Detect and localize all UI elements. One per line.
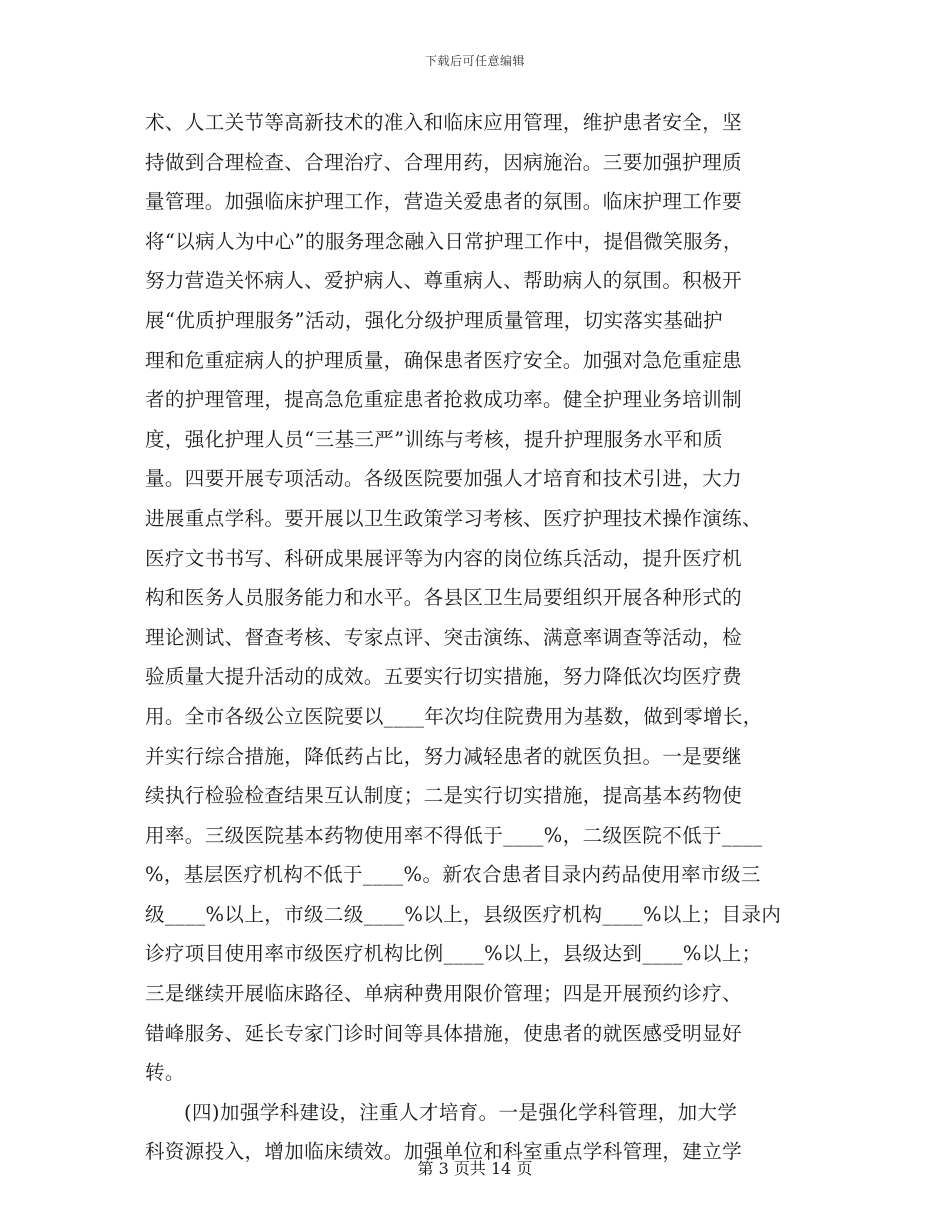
page-number: 第 3 页共 14 页 xyxy=(417,1159,533,1178)
section-heading-line: (四)加强学科建设，注重人才培育。一是强化学科管理，加大学 xyxy=(184,1100,738,1124)
text-line: 三是继续开展临床路径、单病种费用限价管理；四是开展预约诊疗、 xyxy=(145,982,743,1006)
text-line: 进展重点学科。要开展以卫生政策学习考核、医疗护理技术操作演练、 xyxy=(145,506,762,530)
header-note: 下载后可任意编辑 xyxy=(424,54,525,68)
text-line: 努力营造关怀病人、爱护病人、尊重病人、帮助病人的氛围。积极开 xyxy=(145,269,743,293)
text-line: 续执行检验检查结果互认制度；二是实行切实措施，提高基本药物使 xyxy=(145,784,743,808)
text-line: 将“以病人为中心”的服务理念融入日常护理工作中，提倡微笑服务， xyxy=(145,229,743,253)
text-line: 者的护理管理，提高急危重症患者抢救成功率。健全护理业务培训制 xyxy=(145,388,743,412)
text-line: 术、人工关节等高新技术的准入和临床应用管理，维护患者安全，坚 xyxy=(145,111,743,134)
text-line: 验质量大提升活动的成效。五要实行切实措施，努力降低次均医疗费 xyxy=(145,665,743,689)
text-line: 量。四要开展专项活动。各级医院要加强人才培育和技术引进，大力 xyxy=(145,467,743,491)
text-line: 错峰服务、延长专家门诊时间等具体措施，使患者的就医感受明显好 xyxy=(145,1021,743,1045)
text-line: 持做到合理检查、合理治疗、合理用药，因病施治。三要加强护理质 xyxy=(145,150,743,174)
text-line: 诊疗项目使用率市级医疗机构比例____%以上，县级达到____%以上； xyxy=(145,942,762,966)
text-line: 用。全市各级公立医院要以____年次均住院费用为基数，做到零增长， xyxy=(145,704,763,728)
text-line: 级____%以上，市级二级____%以上，县级医疗机构____%以上；目录内 xyxy=(145,902,782,926)
text-line: 度，强化护理人员“三基三严”训练与考核，提升护理服务水平和质 xyxy=(145,427,723,451)
text-line: 医疗文书书写、科研成果展评等为内容的岗位练兵活动，提升医疗机 xyxy=(145,546,743,570)
text-line: 理和危重症病人的护理质量，确保患者医疗安全。加强对急危重症患 xyxy=(145,348,743,372)
text-line: 量管理。加强临床护理工作，营造关爱患者的氛围。临床护理工作要 xyxy=(145,190,743,214)
text-line: 理论测试、督查考核、专家点评、突击演练、满意率调查等活动，检 xyxy=(145,625,743,649)
text-line: 构和医务人员服务能力和水平。各县区卫生局要组织开展各种形式的 xyxy=(145,586,743,610)
text-line: 并实行综合措施，降低药占比，努力减轻患者的就医负担。一是要继 xyxy=(145,744,743,768)
text-line: 用率。三级医院基本药物使用率不得低于____%，二级医院不低于____ xyxy=(145,823,763,847)
text-line: 展“优质护理服务”活动，强化分级护理质量管理，切实落实基础护 xyxy=(145,308,723,332)
text-line: %，基层医疗机构不低于____%。新农合患者目录内药品使用率市级三 xyxy=(145,863,761,887)
text-line: 科资源投入，增加临床绩效。加强单位和科室重点学科管理，建立学 xyxy=(145,1140,743,1164)
body-text xyxy=(145,103,805,1172)
text-line: 转。 xyxy=(145,1061,185,1085)
